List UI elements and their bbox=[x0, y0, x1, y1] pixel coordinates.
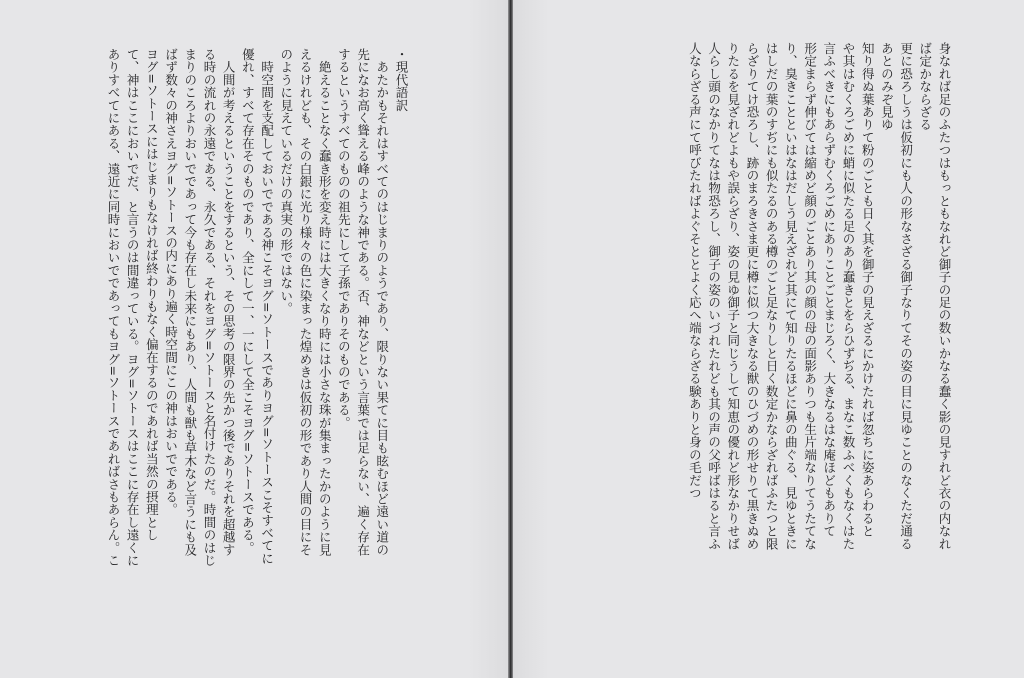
text-line: る時の流れの永遠である、永久である、それをヨグ=ソトースと名付けたのだ。時間のはじ bbox=[201, 48, 217, 567]
text-line: 絶えることなく蠢き形を変え時には大きくなり時には小さな珠が集まったかのように見 bbox=[317, 48, 333, 556]
text-line: りたるを見ざれどよもや誤らざり、姿の見ゆ御子と同じうして知恵の優れど形なかりせば bbox=[725, 42, 741, 550]
right-page-text bbox=[685, 42, 954, 652]
text-line: はしだの葉のすぢにも似たるのある樽のごと足なりしと日く数定かならざればふたつと限 bbox=[764, 42, 780, 550]
left-page-text bbox=[104, 48, 411, 658]
left-page bbox=[0, 0, 508, 678]
text-line: 言ふべきにもあらずむくろごめにありことごとまじろく、大きなるはな庵ほどもありて bbox=[821, 42, 837, 538]
text-line: まりのころよりおいでであって今も存在し未来にもあり、人間も獣も草木など言うにも及 bbox=[182, 48, 198, 556]
text-line: 人らし頭のなかりてなは物恐ろし、御子の姿のいづれたれども其の声の父呼ばはると言ふ bbox=[706, 42, 722, 550]
text-line: や其はむくろごめに蛸に似たる足のあり蠢きとをらひずぢる、まなこ数ふべくもなくはた bbox=[840, 42, 856, 550]
text-line: 優れ、すべて存在そのものであり、全にして一、一にして全こそヨグ=ソトースである。 bbox=[240, 48, 256, 554]
text-line: らざりてけ恐ろし、跡のまろきさま更に樽に似つ大きなる獣のひづめの形せりて黒きぬめ bbox=[744, 42, 760, 550]
text-line: ば定かならざる bbox=[917, 42, 933, 131]
text-line: 人間が考えるということをするという、その思考の限界の先かつ後でありそれを超越す bbox=[221, 48, 237, 556]
text-line: 先になお高く聳える峰のような神である。否、神などという言葉では足らない、遍く存在 bbox=[355, 48, 371, 556]
right-page bbox=[513, 0, 1024, 678]
text-line: 人ならざる声にて呼びたればよぐそととよく応へ端ならざる験ありと身の毛だつ bbox=[687, 42, 703, 500]
text-line: 身なれば足のふたつはもっともなれど御子の足の数いかなる蠢く影の見すれど衣の内なれ bbox=[937, 42, 952, 551]
text-line: 時空間を支配しておいでである神こそヨグ=ソトースでありヨグ=ソトースこそすべてに bbox=[259, 48, 275, 565]
text-line: ヨグ=ソトースにはじまりもなければ終わりもなく偏在するのであれば当然の摂理とし bbox=[144, 48, 160, 542]
text-line: あたかもそれはすべてのはじまりのようであり、限りない果てに目も眩むほど遠い道の bbox=[374, 48, 390, 556]
text-line: て、神はここにおいでだ、と言うのは間違っている。ヨグ=ソトースはここに存在し遠くに bbox=[125, 48, 141, 567]
text-line: り、臭きことといはなはだしう見えざれど其にて知りたるほどに鼻の曲ぐる、見ゆときに bbox=[783, 42, 799, 550]
text-line: 形定まらず伸びては縮めど顔のごとあり其の顔の母の面影ありつも生片端なりてうたてな bbox=[802, 42, 818, 550]
text-line: のように見えているだけの真実の形ではない。 bbox=[278, 48, 294, 315]
text-line: ばず数々の神さえヨグ=ソトースの内にあり遍く時空間にこの神はおいでである。 bbox=[163, 48, 179, 516]
text-line: あとのみぞ見ゆ bbox=[879, 42, 895, 131]
text-line: ・現代語訳 bbox=[394, 48, 409, 112]
text-line: 更に恐ろしうは仮初にも人の形なさざる御子なりてその姿の目に見ゆことのなくただ通る bbox=[898, 42, 914, 550]
text-line: 知り得ぬ葉ありて粉のごとも日く其を御子の見えざるにかけたれば忽ちに姿あらわると bbox=[860, 42, 876, 538]
text-line: するというすべてのものの祖先にして子孫でありそのものである。 bbox=[336, 48, 352, 429]
text-line: えるけれども、その白銀に光り様々の色に染まった煌めきは仮初の形であり人間の目にそ bbox=[297, 48, 313, 556]
text-line: ありすべてにある、遠近に同時においでであってもヨグ=ソトースであればさもあらん。こ bbox=[105, 48, 121, 567]
